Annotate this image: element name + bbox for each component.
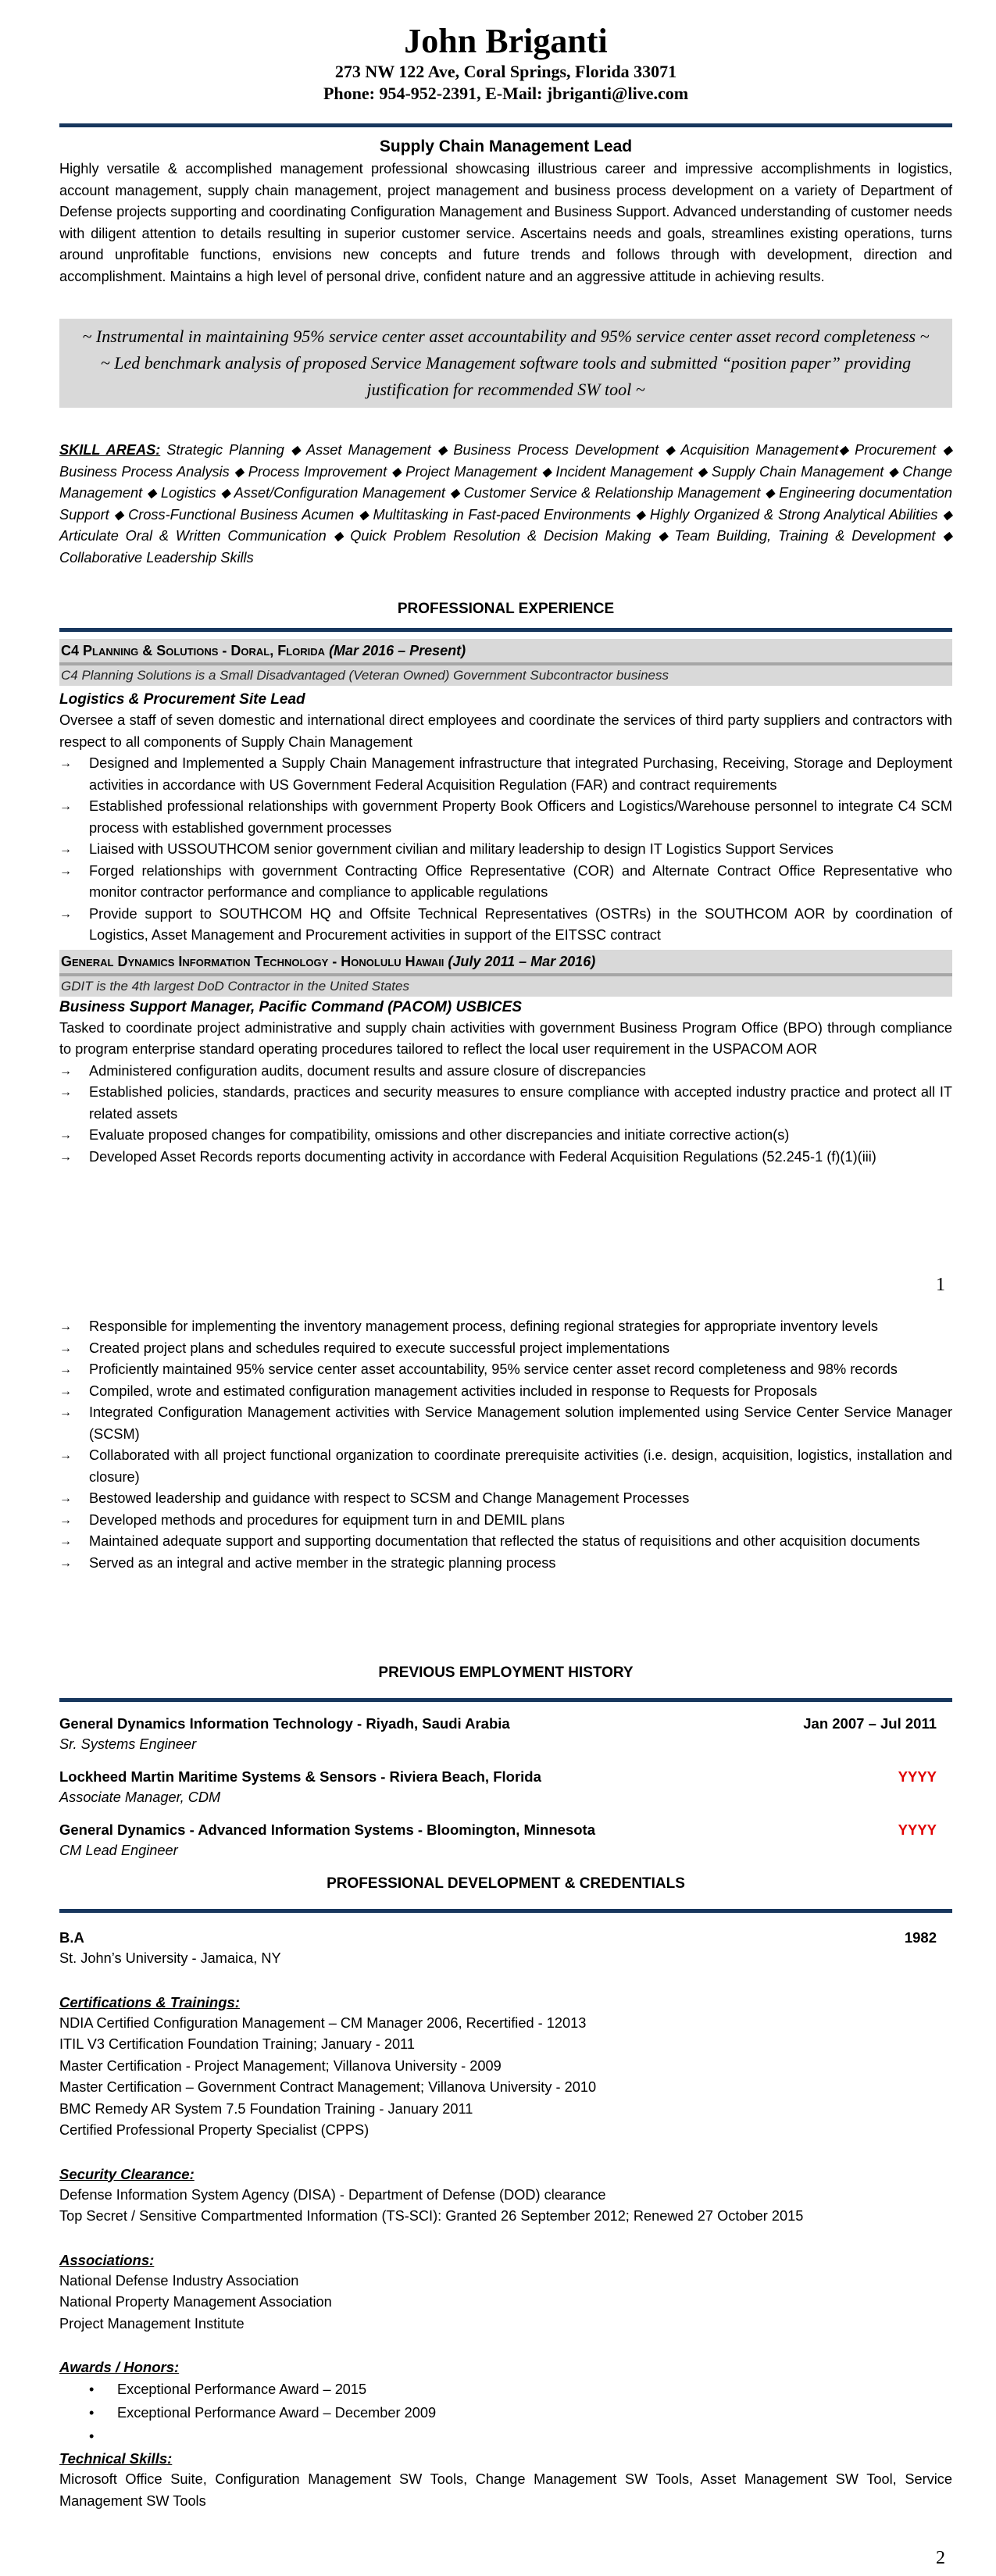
cert-item: Master Certification – Government Contract Management; Villanova University - 2010 (59, 2079, 597, 2095)
section-title-credentials: PROFESSIONAL DEVELOPMENT & CREDENTIALS (327, 1875, 685, 1892)
job-intro: Oversee a staff of seven domestic and international direct employees and coordinate the services of third party suppliers and contractors with respect to all components of Supply Chain Management (59, 712, 952, 750)
job-bullets (59, 1061, 952, 1168)
highlight-item: ~ Led benchmark analysis of proposed Service Management software tools and submitted “position paper” providing justification for recommended SW tool ~ (100, 353, 912, 399)
list-item: → Compiled, wrote and estimated configuration management activities included in response to Requests for Proposals (59, 1381, 952, 1403)
prev-role: Sr. Systems Engineer (59, 1736, 197, 1752)
skill-areas-label: SKILL AREAS: (59, 442, 161, 458)
arrow-icon: → (59, 1341, 72, 1355)
resume-header (59, 22, 952, 105)
prev-company: General Dynamics Information Technology - Riyadh, Saudi Arabia (59, 1715, 510, 1732)
awards-heading: Awards / Honors: (59, 2359, 180, 2375)
arrow-icon: → (59, 843, 72, 856)
arrow-icon: → (59, 800, 72, 813)
association-item: National Property Management Association (59, 2294, 332, 2310)
page-number: 1 (936, 1275, 945, 1295)
job-company: C4 Planning & Solutions - Doral, Florida (61, 643, 330, 658)
list-item: → Liaised with USSOUTHCOM senior government civilian and military leadership to design IT Logistics Support Services (59, 839, 952, 861)
job-header (59, 950, 952, 997)
arrow-icon: → (59, 1363, 72, 1376)
list-item: → Evaluate proposed changes for compatibility, omissions and other discrepancies and initiate corrective action(s) (59, 1125, 952, 1147)
prev-role: CM Lead Engineer (59, 1843, 178, 1858)
prev-dates-placeholder: YYYY (898, 1768, 937, 1785)
arrow-icon: → (59, 1535, 72, 1548)
technical-skills-text: Microsoft Office Suite, Configuration Management SW Tools, Change Management SW Tools, Asset Management SW Tool, Service Management SW Tools (59, 2471, 952, 2509)
skill-areas (59, 440, 952, 569)
clearance-item: Defense Information System Agency (DISA) - Department of Defense (DOD) clearance (59, 2186, 606, 2203)
arrow-icon: → (59, 1150, 72, 1164)
job-intro: Tasked to coordinate project administrative and supply chain activities with government Business Program Office (BPO) through compliance to program enterprise standard operating procedures tailored to reflect the local user requirement in the USPACOM AOR (59, 1019, 952, 1057)
cert-item: Certified Professional Property Specialist (CPPS) (59, 2122, 369, 2138)
list-item: → Established professional relationships with government Property Book Officers and Logistics/Warehouse personnel to integrate C4 SCM process with established government processes (59, 796, 952, 839)
arrow-icon: → (59, 1129, 72, 1142)
section-title-experience: PROFESSIONAL EXPERIENCE (397, 601, 615, 617)
list-item: → Administered configuration audits, document results and assure closure of discrepancies (59, 1061, 952, 1083)
prev-job (59, 1766, 952, 1808)
job-dates: (July 2011 – Mar 2016) (448, 953, 596, 969)
job-dates: (Mar 2016 – Present) (329, 643, 466, 658)
list-item: → Established policies, standards, practices and security measures to ensure compliance with accepted industry practice and protect all IT related assets (59, 1082, 952, 1125)
arrow-icon: → (59, 1406, 72, 1419)
job-role: Business Support Manager, Pacific Command (PACOM) USBICES (59, 998, 522, 1015)
job-bullets (59, 753, 952, 947)
association-item: National Defense Industry Association (59, 2272, 299, 2289)
prev-dates-placeholder: YYYY (898, 1821, 937, 1838)
job-description: C4 Planning Solutions is a Small Disadvantaged (Veteran Owned) Government Subcontractor business (61, 668, 669, 683)
arrow-icon: → (59, 1449, 72, 1462)
certifications-heading: Certifications & Trainings: (59, 1993, 240, 2010)
previous-employment-section (59, 1664, 952, 1861)
experience-section (59, 600, 952, 1168)
arrow-icon: → (59, 1320, 72, 1333)
arrow-icon: → (59, 1064, 72, 1078)
job-bullets (59, 1316, 952, 1574)
cert-item: BMC Remedy AR System 7.5 Foundation Training - January 2011 (59, 2100, 473, 2117)
experience-continued (59, 1316, 952, 1574)
arrow-icon: → (59, 1384, 72, 1398)
cert-item: NDIA Certified Configuration Management – CM Manager 2006, Recertified - 12013 (59, 2014, 587, 2031)
section-divider (59, 1698, 952, 1702)
association-item: Project Management Institute (59, 2315, 245, 2332)
section-divider (59, 628, 952, 632)
school: St. John’s University - Jamaica, NY (59, 1950, 281, 1966)
bullet-icon: • (89, 2428, 95, 2444)
list-item: → Provide support to SOUTHCOM HQ and Offsite Technical Representatives (OSTRs) in the SOUTHCOM AOR by coordination of Logistics, Asset Management and Procurement activities in support of the EITSSC contract (59, 904, 952, 947)
list-item: → Bestowed leadership and guidance with respect to SCSM and Change Management Processes (59, 1488, 952, 1510)
credentials-section (59, 1875, 952, 2512)
clearance-heading: Security Clearance: (59, 2165, 195, 2182)
arrow-icon: → (59, 864, 72, 878)
header-divider (59, 123, 952, 127)
prev-job (59, 1819, 952, 1861)
summary-section (59, 137, 952, 287)
page-number: 2 (936, 2548, 945, 2568)
clearance-item: Top Secret / Sensitive Compartmented Information (TS-SCI): Granted 26 September 2012; Renewed 27 October 2015 (59, 2208, 804, 2224)
contact-info: Phone: 954-952-2391, E-Mail: jbriganti@live.com (323, 84, 689, 103)
prev-company: General Dynamics - Advanced Information Systems - Bloomington, Minnesota (59, 1821, 595, 1838)
awards-list (59, 2378, 952, 2448)
list-item: → Designed and Implemented a Supply Chain Management infrastructure that integrated Purchasing, Receiving, Storage and Deployment activities in accordance with US Government Federal Acquisition Regulation (FAR) and contract requirements (59, 753, 952, 796)
job-description: GDIT is the 4th largest DoD Contractor in the United States (61, 978, 409, 994)
section-divider (59, 1909, 952, 1913)
bullet-icon: • (89, 2382, 95, 2397)
highlights-box (59, 319, 952, 408)
list-item: → Proficiently maintained 95% service center asset accountability, 95% service center asset record completeness and 98% records (59, 1359, 952, 1381)
bullet-icon: • (89, 2405, 95, 2421)
list-item: → Forged relationships with government Contracting Office Representative (COR) and Alternate Contract Office Representative who monitor contractor performance and compliance to applicable regulations (59, 861, 952, 904)
prev-job (59, 1713, 952, 1755)
list-item: → Developed Asset Records reports documenting activity in accordance with Federal Acquisition Regulations (52.245-1 (f)(1)(iii) (59, 1147, 952, 1168)
summary-title: Supply Chain Management Lead (379, 137, 633, 155)
list-item: → Developed methods and procedures for equipment turn in and DEMIL plans (59, 1510, 952, 1532)
prev-company: Lockheed Martin Maritime Systems & Sensors - Riviera Beach, Florida (59, 1768, 541, 1785)
address: 273 NW 122 Ave, Coral Springs, Florida 33071 (334, 62, 677, 81)
arrow-icon: → (59, 1556, 72, 1570)
candidate-name: John Briganti (404, 22, 608, 60)
list-item (59, 2424, 952, 2448)
associations-heading: Associations: (59, 2251, 155, 2268)
arrow-icon: → (59, 1086, 72, 1099)
list-item: → Collaborated with all project functional organization to coordinate prerequisite activities (i.e. design, acquisition, logistics, installation and closure) (59, 1445, 952, 1488)
skill-areas-list: Strategic Planning ⬥ Asset Management ⬥ Business Process Development ⬥ Acquisition Management⬥ Procurement ⬥ Business Process Analysis ⬥ Process Improvement ⬥ Project Management ⬥ Incident Management ⬥ Supply Chain Management ⬥ Change Management ⬥ Logistics ⬥ Asset/Configuration Management ⬥ Customer Service & Relationship Management ⬥ Engineering documentation Support ⬥ Cross-Functional Business Acumen ⬥ Multitasking in Fast-paced Environments ⬥ Highly Organized & Strong Analytical Abilities ⬥ Articulate Oral & Written Communication ⬥ Quick Problem Resolution & Decision Making ⬥ Team Building, Training & Development ⬥ Collaborative Leadership Skills (59, 442, 952, 566)
arrow-icon: → (59, 1492, 72, 1505)
degree: B.A (59, 1929, 84, 1946)
list-item: → Integrated Configuration Management activities with Service Management solution implemented using Service Center Service Manager (SCSM) (59, 1402, 952, 1445)
summary-text: Highly versatile & accomplished management professional showcasing illustrious career and impressive accomplishments in logistics, account management, supply chain management, project management and business process development on a variety of Department of Defense projects supporting and coordinating Configuration Management and Business Support. Advanced understanding of customer needs with diligent attention to details resulting in superior customer service. Ascertains needs and goals, streamlines existing operations, turns around unprofitable functions, envisions new concepts and future trends and follows through with development, direction and accomplishment. Maintains a high level of personal drive, confident nature and an aggressive attitude in achieving results. (59, 161, 952, 284)
list-item: • Exceptional Performance Award – December 2009 (59, 2401, 952, 2424)
list-item: → Maintained adequate support and supporting documentation that reflected the status of requisitions and other acquisition documents (59, 1531, 952, 1553)
list-item: → Responsible for implementing the inventory management process, defining regional strategies for appropriate inventory levels (59, 1316, 952, 1338)
list-item: → Created project plans and schedules required to execute successful project implementations (59, 1338, 952, 1360)
cert-item: ITIL V3 Certification Foundation Training; January - 2011 (59, 2036, 415, 2052)
prev-dates: Jan 2007 – Jul 2011 (803, 1715, 937, 1732)
section-title-previous: PREVIOUS EMPLOYMENT HISTORY (378, 1664, 634, 1681)
cert-item: Master Certification - Project Management; Villanova University - 2009 (59, 2057, 502, 2074)
degree-year: 1982 (904, 1929, 937, 1946)
list-item: → Served as an integral and active member in the strategic planning process (59, 1553, 952, 1575)
arrow-icon: → (59, 1513, 72, 1527)
prev-role: Associate Manager, CDM (59, 1789, 221, 1805)
arrow-icon: → (59, 757, 72, 770)
list-item: • Exceptional Performance Award – 2015 (59, 2378, 952, 2401)
job-company: General Dynamics Information Technology - Honolulu Hawaii (61, 953, 448, 969)
job-role: Logistics & Procurement Site Lead (59, 691, 305, 708)
highlight-item: ~ Instrumental in maintaining 95% service center asset accountability and 95% service center asset record completeness ~ (82, 326, 930, 346)
technical-skills-heading: Technical Skills: (59, 2450, 173, 2467)
job-header (59, 639, 952, 686)
arrow-icon: → (59, 907, 72, 921)
